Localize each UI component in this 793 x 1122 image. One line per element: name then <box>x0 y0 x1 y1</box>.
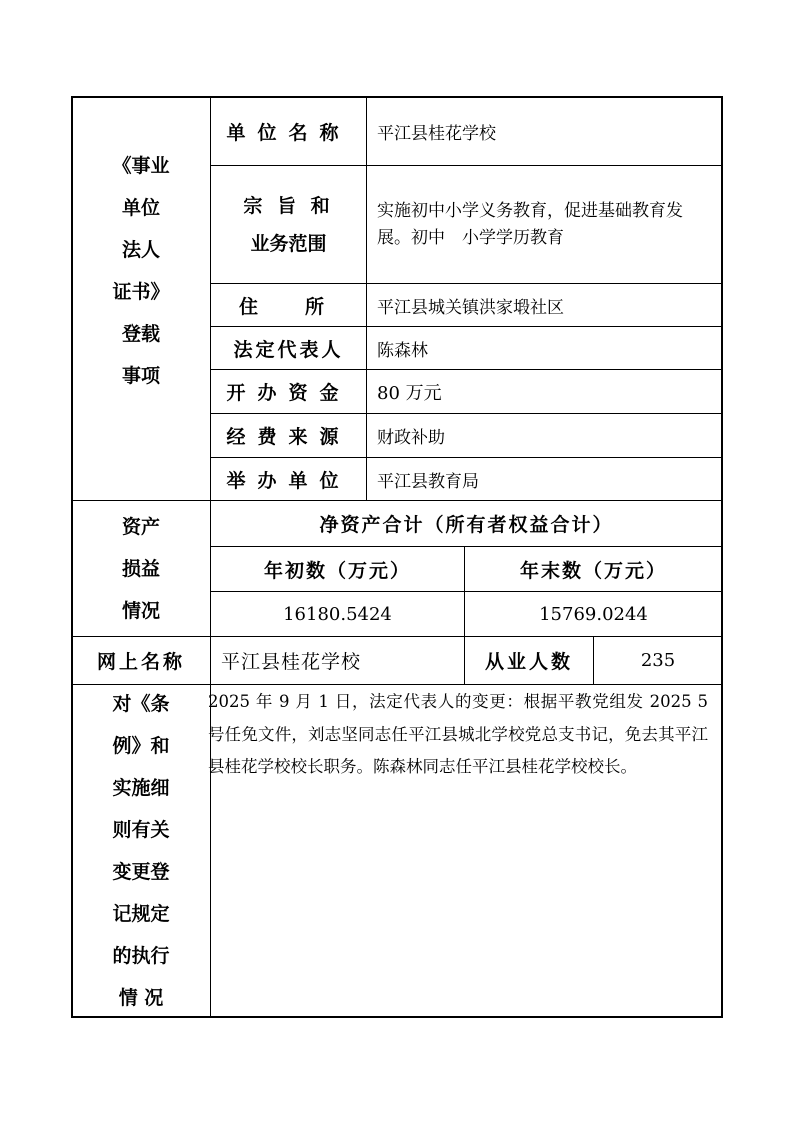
online-name-label: 网上名称 <box>96 651 185 673</box>
address-value: 平江县城关镇洪家塅社区 <box>377 297 564 318</box>
staff-count-value: 235 <box>640 650 676 671</box>
changes-side-label: 对《条 例》和 实施细 则有关 变更登 记规定 的执行 情 况 <box>112 693 170 1009</box>
funding-source-label: 经费来源 <box>226 426 351 448</box>
unit-name-value: 平江县桂花学校 <box>377 123 496 144</box>
address-label: 住 所 <box>238 295 338 318</box>
change-record-text: 2025 年 9 月 1 日，法定代表人的变更：根据平教党组发 2025 5 号任免文件，刘志坚同志任平江县城北学校党总支书记，免去其平江县桂花学校校长职务。陈森林同志任平江县桂花学校校长。 <box>208 692 708 776</box>
capital-value: 80 万元 <box>377 382 442 404</box>
legal-rep-label: 法定代表人 <box>233 338 344 361</box>
funding-source-value: 财政补助 <box>377 428 445 448</box>
unit-name-label: 单位名称 <box>226 121 351 144</box>
legal-rep-value: 陈森林 <box>377 340 428 361</box>
purpose-scope-label: 宗 旨 和 业务范围 <box>243 194 334 255</box>
begin-year-label: 年初数（万元） <box>263 559 411 582</box>
online-name-value: 平江县桂花学校 <box>221 651 362 673</box>
capital-label: 开办资金 <box>226 382 351 404</box>
sponsor-value: 平江县教育局 <box>377 471 479 492</box>
staff-count-label: 从业人数 <box>484 651 573 673</box>
begin-year-value: 16180.5424 <box>283 603 392 625</box>
net-assets-header: 净资产合计（所有者权益合计） <box>319 514 614 536</box>
purpose-scope-value: 实施初中小学义务教育，促进基础教育发展。初中 小学学历教育 <box>377 200 683 248</box>
end-year-value: 15769.0244 <box>539 603 648 625</box>
sponsor-label: 举办单位 <box>226 469 351 492</box>
registration-side-label: 《事业 单位 法人 证书》 登载 事项 <box>112 154 170 387</box>
end-year-label: 年末数（万元） <box>519 559 667 582</box>
assets-side-label: 资产 损益 情况 <box>121 515 160 622</box>
